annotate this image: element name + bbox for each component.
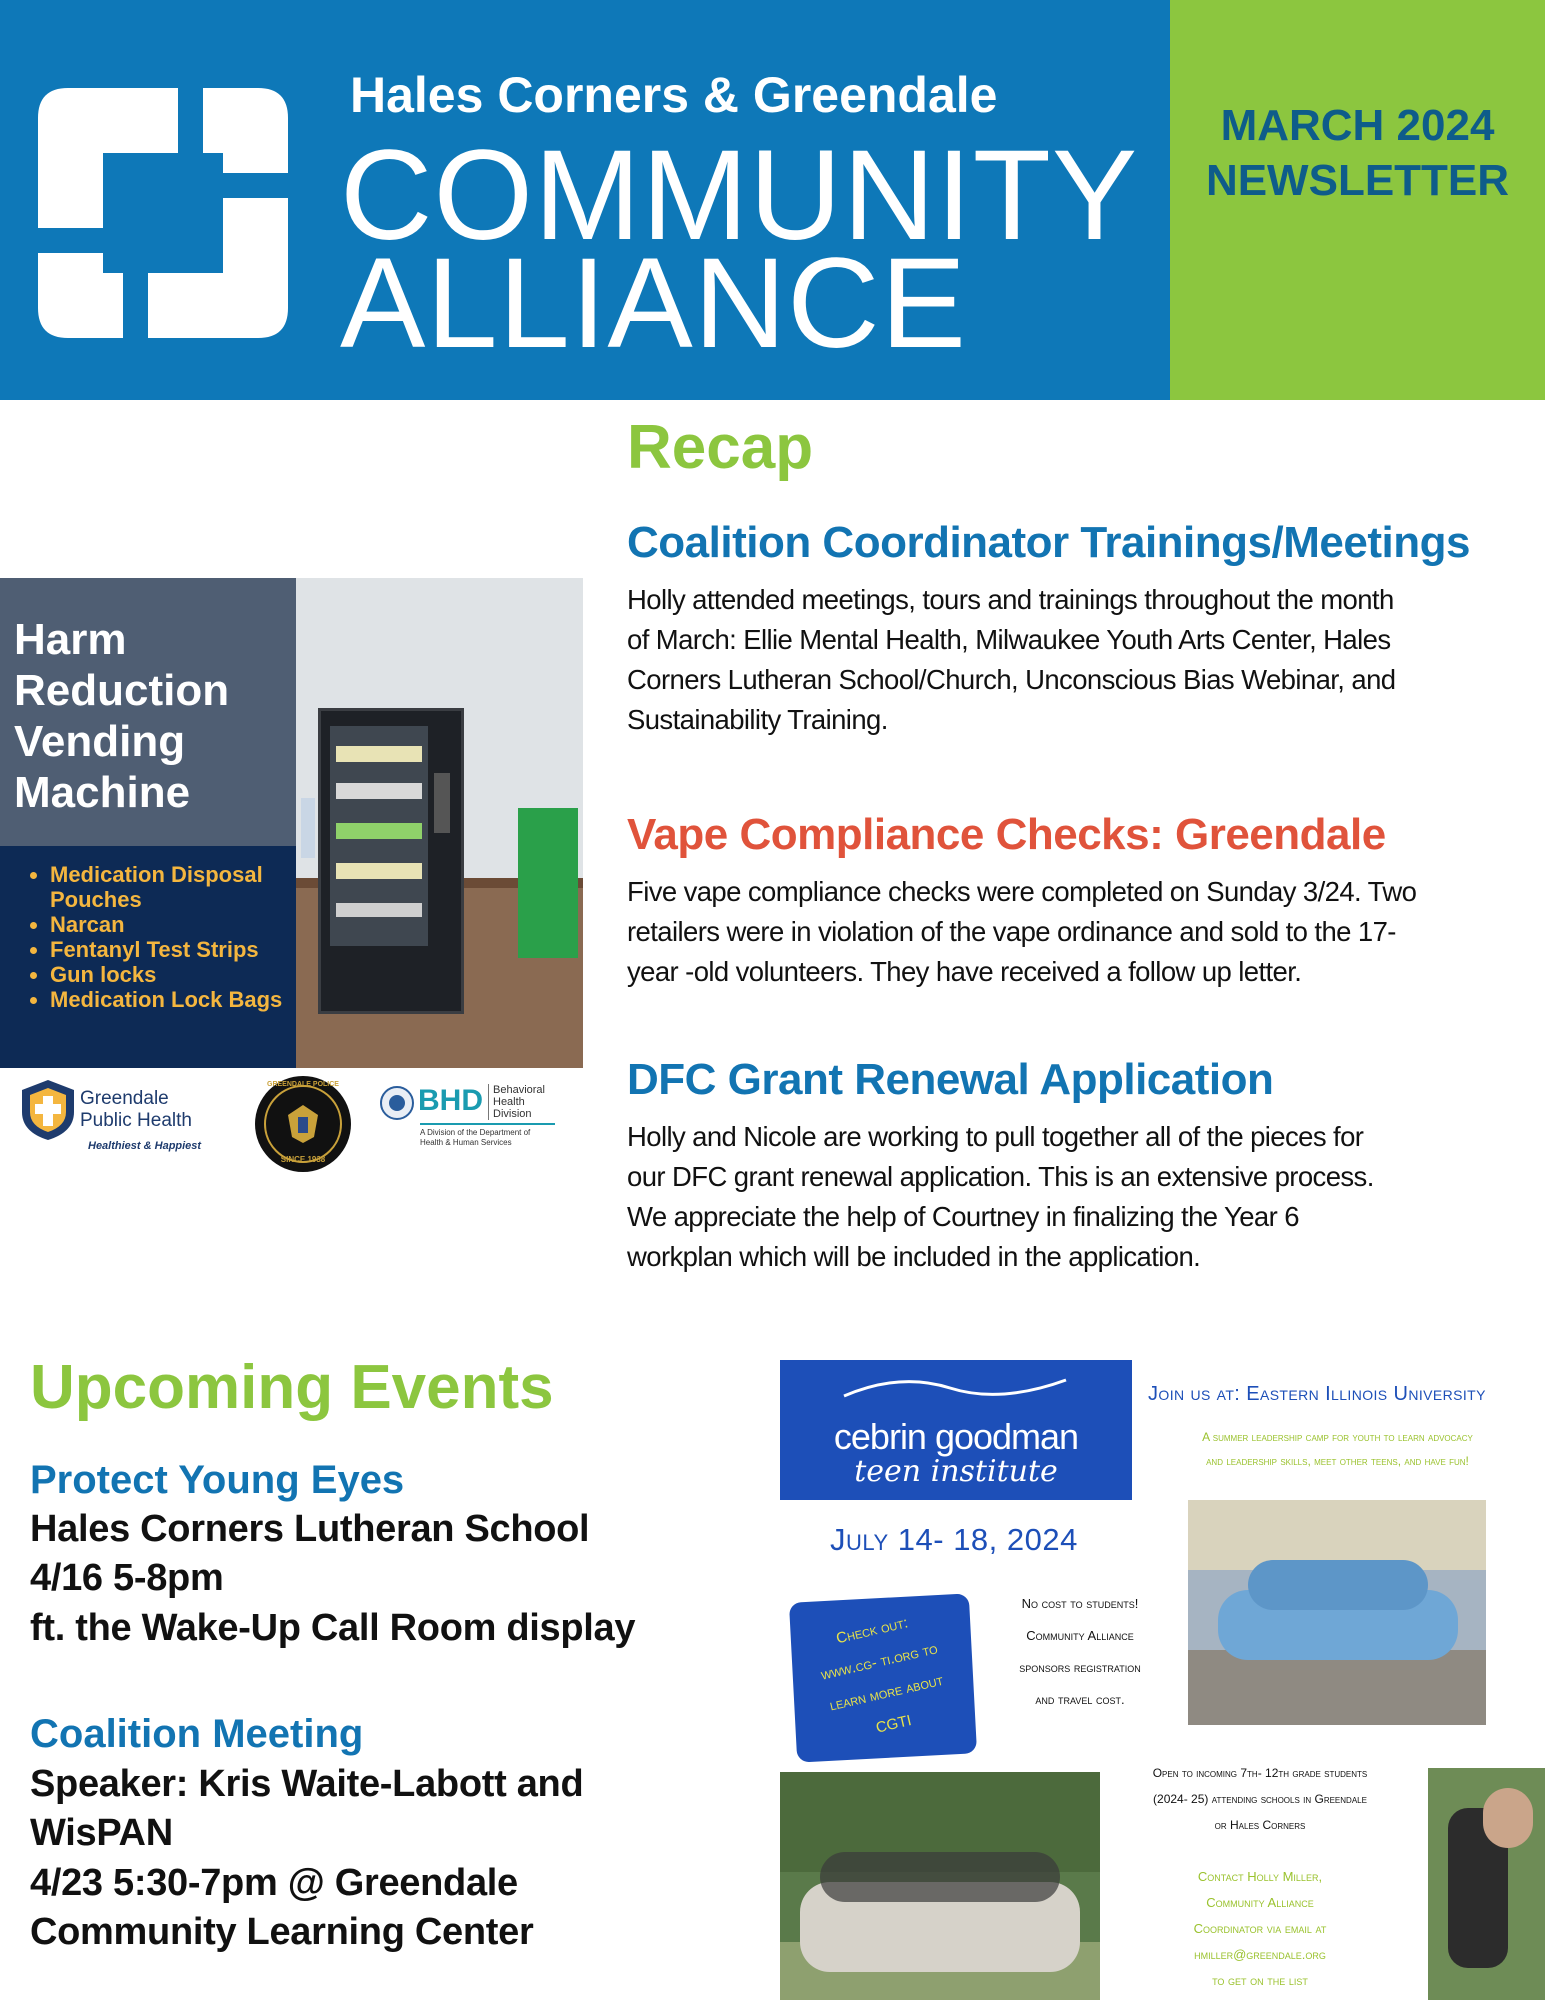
list-item: • Gun locks xyxy=(50,962,290,987)
bhd-abbr: BHD xyxy=(418,1084,483,1117)
newsletter-date xyxy=(1170,98,1545,208)
text-line: Community Alliance xyxy=(1206,1895,1314,1910)
vending-item-list xyxy=(0,862,290,1012)
text-line: Contact Holly Miller, xyxy=(1197,1869,1323,1884)
list-item: • Narcan xyxy=(50,912,290,937)
list-item: • Medication Disposal Pouches xyxy=(50,862,290,912)
text-line: learn more about xyxy=(828,1671,945,1715)
text-line: A summer leadership camp for youth to learn advocacy xyxy=(1202,1430,1473,1444)
text-line: and travel cost. xyxy=(1035,1692,1125,1707)
vending-heading-panel xyxy=(0,578,296,846)
cgti-dates: July 14- 18, 2024 xyxy=(830,1522,1078,1557)
header-title-line1: COMMUNITY xyxy=(340,124,1139,267)
text-line: ft. the Wake-Up Call Room display xyxy=(30,1606,636,1649)
cgti-wave-icon xyxy=(840,1368,1070,1402)
logo-text: Division xyxy=(493,1108,532,1120)
cgti-tree-group-photo xyxy=(780,1772,1100,2000)
recap-body-vape xyxy=(627,872,1416,992)
text-line: WisPAN xyxy=(30,1812,173,1855)
text-line: to get on the list xyxy=(1212,1973,1308,1988)
text-line: www.cg- ti.org to xyxy=(819,1640,940,1684)
cgti-logo-line2: teen institute xyxy=(854,1454,1058,1489)
event-details-protect-young-eyes xyxy=(30,1505,635,1653)
cgti-logo-line1: cebrin goodman xyxy=(833,1416,1079,1457)
text-line: (2024- 25) attending schools in Greendale xyxy=(1153,1792,1367,1806)
recap-heading-trainings: Coalition Coordinator Trainings/Meetings xyxy=(627,518,1470,567)
cgti-two-girls-photo xyxy=(1428,1768,1545,2000)
cgti-join: Join us at: Eastern Illinois University xyxy=(1148,1383,1486,1405)
text-line: Hales Corners Lutheran School xyxy=(30,1508,590,1550)
event-name-protect-young-eyes: Protect Young Eyes xyxy=(30,1458,405,1502)
text-line: We appreciate the help of Courtney in finalizing the Year 6 xyxy=(627,1201,1299,1233)
text-line: Holly attended meetings, tours and trainings throughout the month xyxy=(627,584,1394,615)
text-line: Holly and Nicole are working to pull together all of the pieces for xyxy=(627,1121,1364,1152)
logo-text: Behavioral xyxy=(493,1084,545,1096)
text-line: Corners Lutheran School/Church, Unconscious Bias Webinar, and xyxy=(627,664,1396,696)
text-line: CGTI xyxy=(874,1711,914,1737)
police-badge-bottom-text: SINCE 1938 xyxy=(280,1155,326,1164)
text-line: 4/16 5-8pm xyxy=(30,1557,224,1600)
logo-text: Health & Human Services xyxy=(420,1138,512,1147)
greendale-public-health-tagline: Healthiest & Happiest xyxy=(88,1140,202,1152)
recap-body-dfc xyxy=(627,1117,1374,1278)
text-line: Five vape compliance checks were completed on Sunday 3/24. Two xyxy=(627,876,1417,907)
bhd-subtitle xyxy=(420,1128,530,1148)
cgti-cost-text xyxy=(990,1588,1170,1716)
text-line: and leadership skills, meet other teens, and have fun! xyxy=(1206,1454,1469,1468)
text-line: workplan which will be included in the application. xyxy=(627,1241,1201,1273)
vending-machine-photo xyxy=(296,578,583,1068)
recap-heading-vape: Vape Compliance Checks: Greendale xyxy=(627,810,1386,859)
vending-heading-line: Harm xyxy=(14,615,127,664)
text-line: No cost to students! xyxy=(1021,1596,1139,1611)
bhd-rule xyxy=(420,1123,555,1125)
cgti-description xyxy=(1130,1425,1545,1473)
text-line: 4/23 5:30-7pm @ Greendale xyxy=(30,1861,518,1904)
cgti-logo-box xyxy=(780,1360,1132,1500)
text-line: our DFC grant renewal application. This is an extensive process. xyxy=(627,1161,1374,1193)
cgti-check-out-box xyxy=(789,1593,977,1762)
vending-heading-line: Reduction xyxy=(14,666,230,715)
logo-text: Health xyxy=(493,1096,525,1108)
text-line: of March: Ellie Mental Health, Milwaukee Youth Arts Center, Hales xyxy=(627,624,1391,656)
cgti-group-photo xyxy=(1188,1500,1486,1725)
text-line: Sustainability Training. xyxy=(627,704,888,736)
logo-text: A Division of the Department of xyxy=(420,1128,531,1137)
bhd-name xyxy=(493,1084,545,1120)
event-name-coalition-meeting: Coalition Meeting xyxy=(30,1712,364,1756)
newsletter-label: NEWSLETTER xyxy=(1205,156,1510,205)
text-line: hmiller@greendale.org xyxy=(1194,1947,1326,1962)
logo-text: Greendale xyxy=(80,1088,169,1109)
milwaukee-county-seal-icon xyxy=(380,1086,414,1120)
text-line: Speaker: Kris Waite-Labott and xyxy=(30,1763,584,1805)
header-title-line2: ALLIANCE xyxy=(340,232,967,375)
header-subtitle: Hales Corners & Greendale xyxy=(350,67,998,123)
text-line: Open to incoming 7th- 12th grade students xyxy=(1152,1766,1368,1780)
text-line: sponsors registration xyxy=(1019,1660,1141,1675)
recap-body-trainings xyxy=(627,580,1395,741)
events-title: Upcoming Events xyxy=(30,1353,554,1422)
recap-title: Recap xyxy=(627,413,814,482)
cgti-check-out-text xyxy=(781,1595,985,1760)
recap-heading-dfc: DFC Grant Renewal Application xyxy=(627,1055,1274,1104)
text-line: year -old volunteers. They have received a follow up letter. xyxy=(627,956,1302,988)
greendale-police-badge-icon xyxy=(254,1075,352,1173)
alliance-logo-icon xyxy=(28,78,298,348)
cgti-eligibility xyxy=(1110,1760,1410,1838)
greendale-public-health-name xyxy=(80,1088,192,1132)
vending-heading xyxy=(14,614,229,818)
text-line: or Hales Corners xyxy=(1214,1818,1306,1832)
text-line: Check out: xyxy=(834,1614,910,1648)
bhd-divider xyxy=(488,1084,489,1120)
vending-items-panel xyxy=(0,846,296,1068)
vending-heading-line: Vending xyxy=(14,717,186,766)
list-item: • Fentanyl Test Strips xyxy=(50,937,290,962)
newsletter-month: MARCH 2024 xyxy=(1220,101,1495,150)
text-line: retailers were in violation of the vape ordinance and sold to the 17- xyxy=(627,916,1396,948)
greendale-public-health-logo-icon xyxy=(20,1078,76,1142)
police-badge-top-text: GREENDALE POLICE xyxy=(267,1081,339,1088)
logo-text: Public Health xyxy=(80,1110,192,1131)
list-item: • Medication Lock Bags xyxy=(50,987,290,1012)
vending-heading-line: Machine xyxy=(14,768,191,817)
text-line: Community Alliance xyxy=(1026,1628,1134,1643)
event-details-coalition-meeting xyxy=(30,1760,583,1958)
cgti-contact xyxy=(1130,1864,1390,1994)
text-line: Coordinator via email at xyxy=(1193,1921,1327,1936)
text-line: Community Learning Center xyxy=(30,1911,534,1954)
